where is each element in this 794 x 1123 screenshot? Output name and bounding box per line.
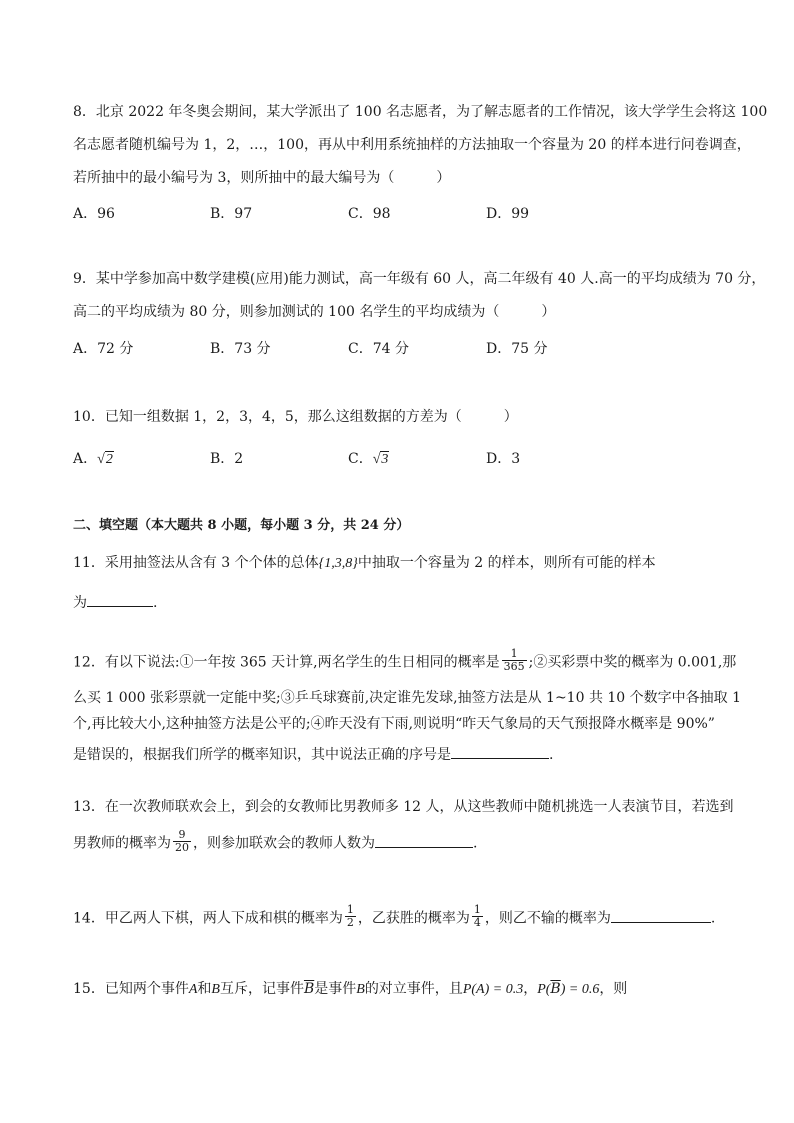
q14-fraction-1-num: 1 [346, 903, 354, 916]
q12-fraction-den: 365 [503, 660, 525, 673]
q13-fraction-num: 9 [178, 828, 186, 841]
q13-line-2-post: . [473, 835, 478, 852]
q11-line-2-post: . [153, 595, 158, 611]
q10-option-a-label: A． [73, 451, 98, 467]
q10-option-a [73, 449, 114, 470]
q15-prob-b-pre: P( [537, 982, 551, 997]
q15-text-end: ，则 [599, 981, 628, 997]
q14-fraction-2 [472, 904, 483, 929]
q15-event-b-bar: $\overline{B}$ [303, 981, 315, 997]
q15-event-a: A [188, 982, 198, 997]
q10-option-d: D．3 [486, 451, 521, 467]
q9-line-2: 高二的平均成绩为 80 分，则参加测试的 100 名学生的平均成绩为（ ） [73, 304, 556, 320]
q14-fraction-1 [345, 904, 356, 929]
q11-text-pre: 11．采用抽签法从含有 3 个个体的总体 [73, 555, 319, 571]
q10-option-c-radicand: 3 [381, 452, 389, 467]
q14-text-mid: ，乙获胜的概率为 [357, 910, 470, 927]
q12-line-4 [73, 744, 553, 765]
sqrt-symbol: √2 [97, 452, 113, 467]
q8-option-a: A．96 [73, 206, 115, 222]
q15-text-pre: 15．已知两个事件 [73, 981, 189, 997]
q14-text-post-b: . [710, 910, 716, 927]
q15-event-b-2: B [356, 982, 365, 997]
q12-fraction [502, 648, 527, 673]
q11-line-2-pre: 为 [73, 595, 87, 611]
q13-line-2-mid: ，则参加联欢会的教师人数为 [193, 835, 375, 852]
q8-option-d: D．99 [486, 206, 530, 222]
q9-line-1: 9．某中学参加高中数学建模(应用)能力测试，高一年级有 60 人，高二年级有 40 人.高一的平均成绩为 70 分， [73, 271, 766, 287]
q15-text-mid2: 是事件 [314, 981, 357, 997]
q14-fraction-2-num: 1 [473, 903, 481, 916]
q15-prob-b-post: ) = 0.6 [560, 982, 600, 997]
q13-line-2 [73, 828, 478, 856]
q9-option-d: D．75 分 [486, 341, 548, 357]
q12-line-3: 个,再比较大小,这种抽签方法是公平的;④昨天没有下雨,则说明“昨天气象局的天气预报降水概率是 90%” [73, 716, 715, 732]
q15-text-mid3: 的对立事件，且 [364, 981, 463, 997]
q14-text-pre: 14．甲乙两人下棋，两人下成和棋的概率为 [73, 910, 343, 927]
q12-line-4-post: . [549, 747, 554, 763]
q10-option-a-radicand: 2 [105, 452, 113, 467]
q10-line-1: 10．已知一组数据 1，2，3，4，5，那么这组数据的方差为（ ） [73, 409, 518, 425]
q10-option-b: B．2 [210, 451, 244, 467]
q10-option-c-label: C． [348, 451, 373, 467]
q14-line-1 [73, 903, 716, 931]
q9-option-a: A．72 分 [73, 341, 134, 357]
q11-answer-blank[interactable] [87, 592, 153, 607]
q13-fraction [173, 829, 191, 854]
q11-set: {1,3,8} [318, 556, 358, 571]
q15-text-mid1: 互斥，记事件 [219, 981, 304, 997]
q8-option-c: C．98 [348, 206, 391, 222]
q13-fraction-den: 20 [175, 841, 189, 854]
q9-option-b: B．73 分 [210, 341, 271, 357]
q11-line-2 [73, 592, 157, 613]
q15-event-b: B [211, 982, 220, 997]
q8-line-2: 名志愿者随机编号为 1，2，…，100，再从中利用系统抽样的方法抽取一个容量为 20 的样本进行问卷调查， [73, 137, 751, 153]
sqrt-symbol: √3 [372, 452, 389, 467]
q9-option-c: C．74 分 [348, 341, 409, 357]
q12-line-1 [73, 647, 737, 675]
q12-text-post: ;②买彩票中奖的概率为 0.001,那 [528, 654, 737, 671]
q8-line-3: 若所抽中的最小编号为 3，则所抽中的最大编号为（ ） [73, 170, 451, 186]
q12-text-pre: 12．有以下说法:①一年按 365 天计算,两名学生的生日相同的概率是 [73, 654, 500, 671]
q11-line-1 [73, 553, 656, 574]
q12-answer-blank[interactable] [451, 744, 549, 759]
q14-text-post-a: ，则乙不输的概率为 [484, 910, 611, 927]
q10-option-c [348, 449, 389, 470]
q14-answer-blank[interactable] [611, 908, 711, 923]
q15-line-1 [73, 979, 627, 1000]
q12-line-2: 么买 1 000 张彩票就一定能中奖;③乒乓球赛前,决定谁先发球,抽签方法是从 1~10 共 10 个数字中各抽取 1 [73, 690, 742, 706]
q13-answer-blank[interactable] [375, 833, 473, 848]
q11-text-post: 中抽取一个容量为 2 的样本，则所有可能的样本 [357, 555, 656, 571]
q15-text-and: 和 [197, 981, 212, 997]
q14-fraction-1-den: 2 [346, 916, 354, 929]
q12-line-4-pre: 是错误的，根据我们所学的概率知识，其中说法正确的序号是 [73, 747, 451, 763]
q15-separator: ， [523, 981, 538, 997]
q13-line-2-pre: 男教师的概率为 [73, 835, 171, 852]
q15-prob-b-bar: $\overline{B}$ [550, 981, 561, 997]
q15-prob-a: P(A) = 0.3 [462, 982, 524, 997]
q13-line-1: 13．在一次教师联欢会上，到会的女教师比男教师多 12 人，从这些教师中随机挑选一人表演节目，若选到 [73, 799, 734, 815]
q8-option-b: B．97 [210, 206, 253, 222]
q14-fraction-2-den: 4 [473, 916, 481, 929]
section-heading: 二、填空题（本大题共 8 小题，每小题 3 分，共 24 分） [73, 518, 410, 533]
q12-fraction-num: 1 [510, 647, 518, 660]
q8-line-1: 8．北京 2022 年冬奥会期间，某大学派出了 100 名志愿者，为了解志愿者的工作情况，该大学学生会将这 100 [73, 104, 768, 120]
